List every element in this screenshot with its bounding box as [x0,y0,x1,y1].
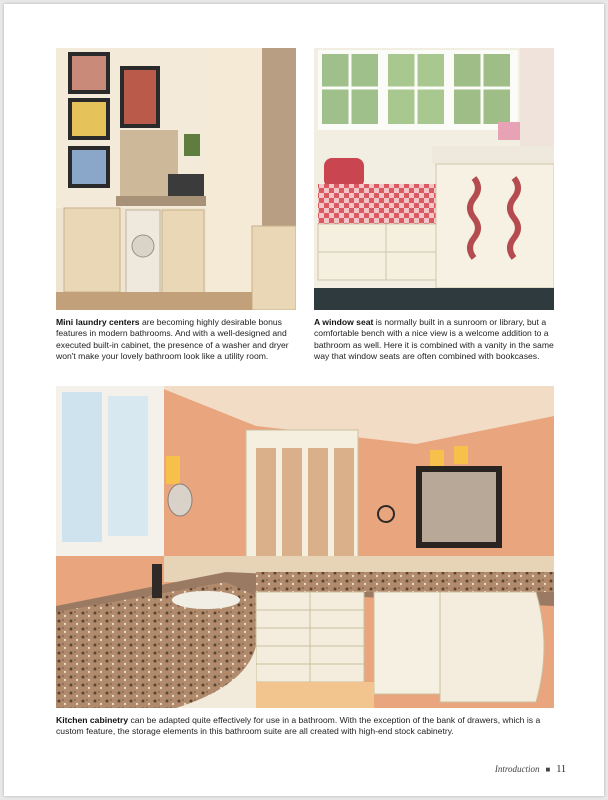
kitchen-cabinetry-caption [56,715,554,738]
footer-section-title: Introduction [494,764,540,774]
footer-separator: ■ [545,765,551,774]
window-seat-caption [314,317,556,362]
laundry-caption [56,317,296,362]
laundry-caption-lead: Mini laundry centers [56,317,140,327]
window-seat-caption-text: is normally built in a sunroom or library, but a comfortable bench with a nice view is a welcome addition to a bathroom as well. Here it is combined with a vanity in the same way that window seats are often combined with bookcases. [314,317,554,361]
window-seat-caption-lead: A window seat [314,317,374,327]
page-footer [495,764,566,775]
kitchen-cabinetry-photo [56,386,554,708]
laundry-caption-text: are becoming highly desirable bonus features in modern bathrooms. And with a well-designed and executed built-in cabinet, the presence of a washer and dryer won't make your lovely bathroom look like a utility room. [56,317,289,361]
page-number: 11 [556,764,566,775]
laundry-center-photo [56,48,296,310]
window-seat-photo [314,48,554,310]
kitchen-cabinetry-caption-text: can be adapted quite effectively for use in a bathroom. With the exception of the bank of drawers, which is a custom feature, the storage elements in this bathroom suite are all created with high-end stock cabinetry. [56,715,541,737]
magazine-page [4,4,604,796]
kitchen-cabinetry-caption-lead: Kitchen cabinetry [56,715,129,725]
